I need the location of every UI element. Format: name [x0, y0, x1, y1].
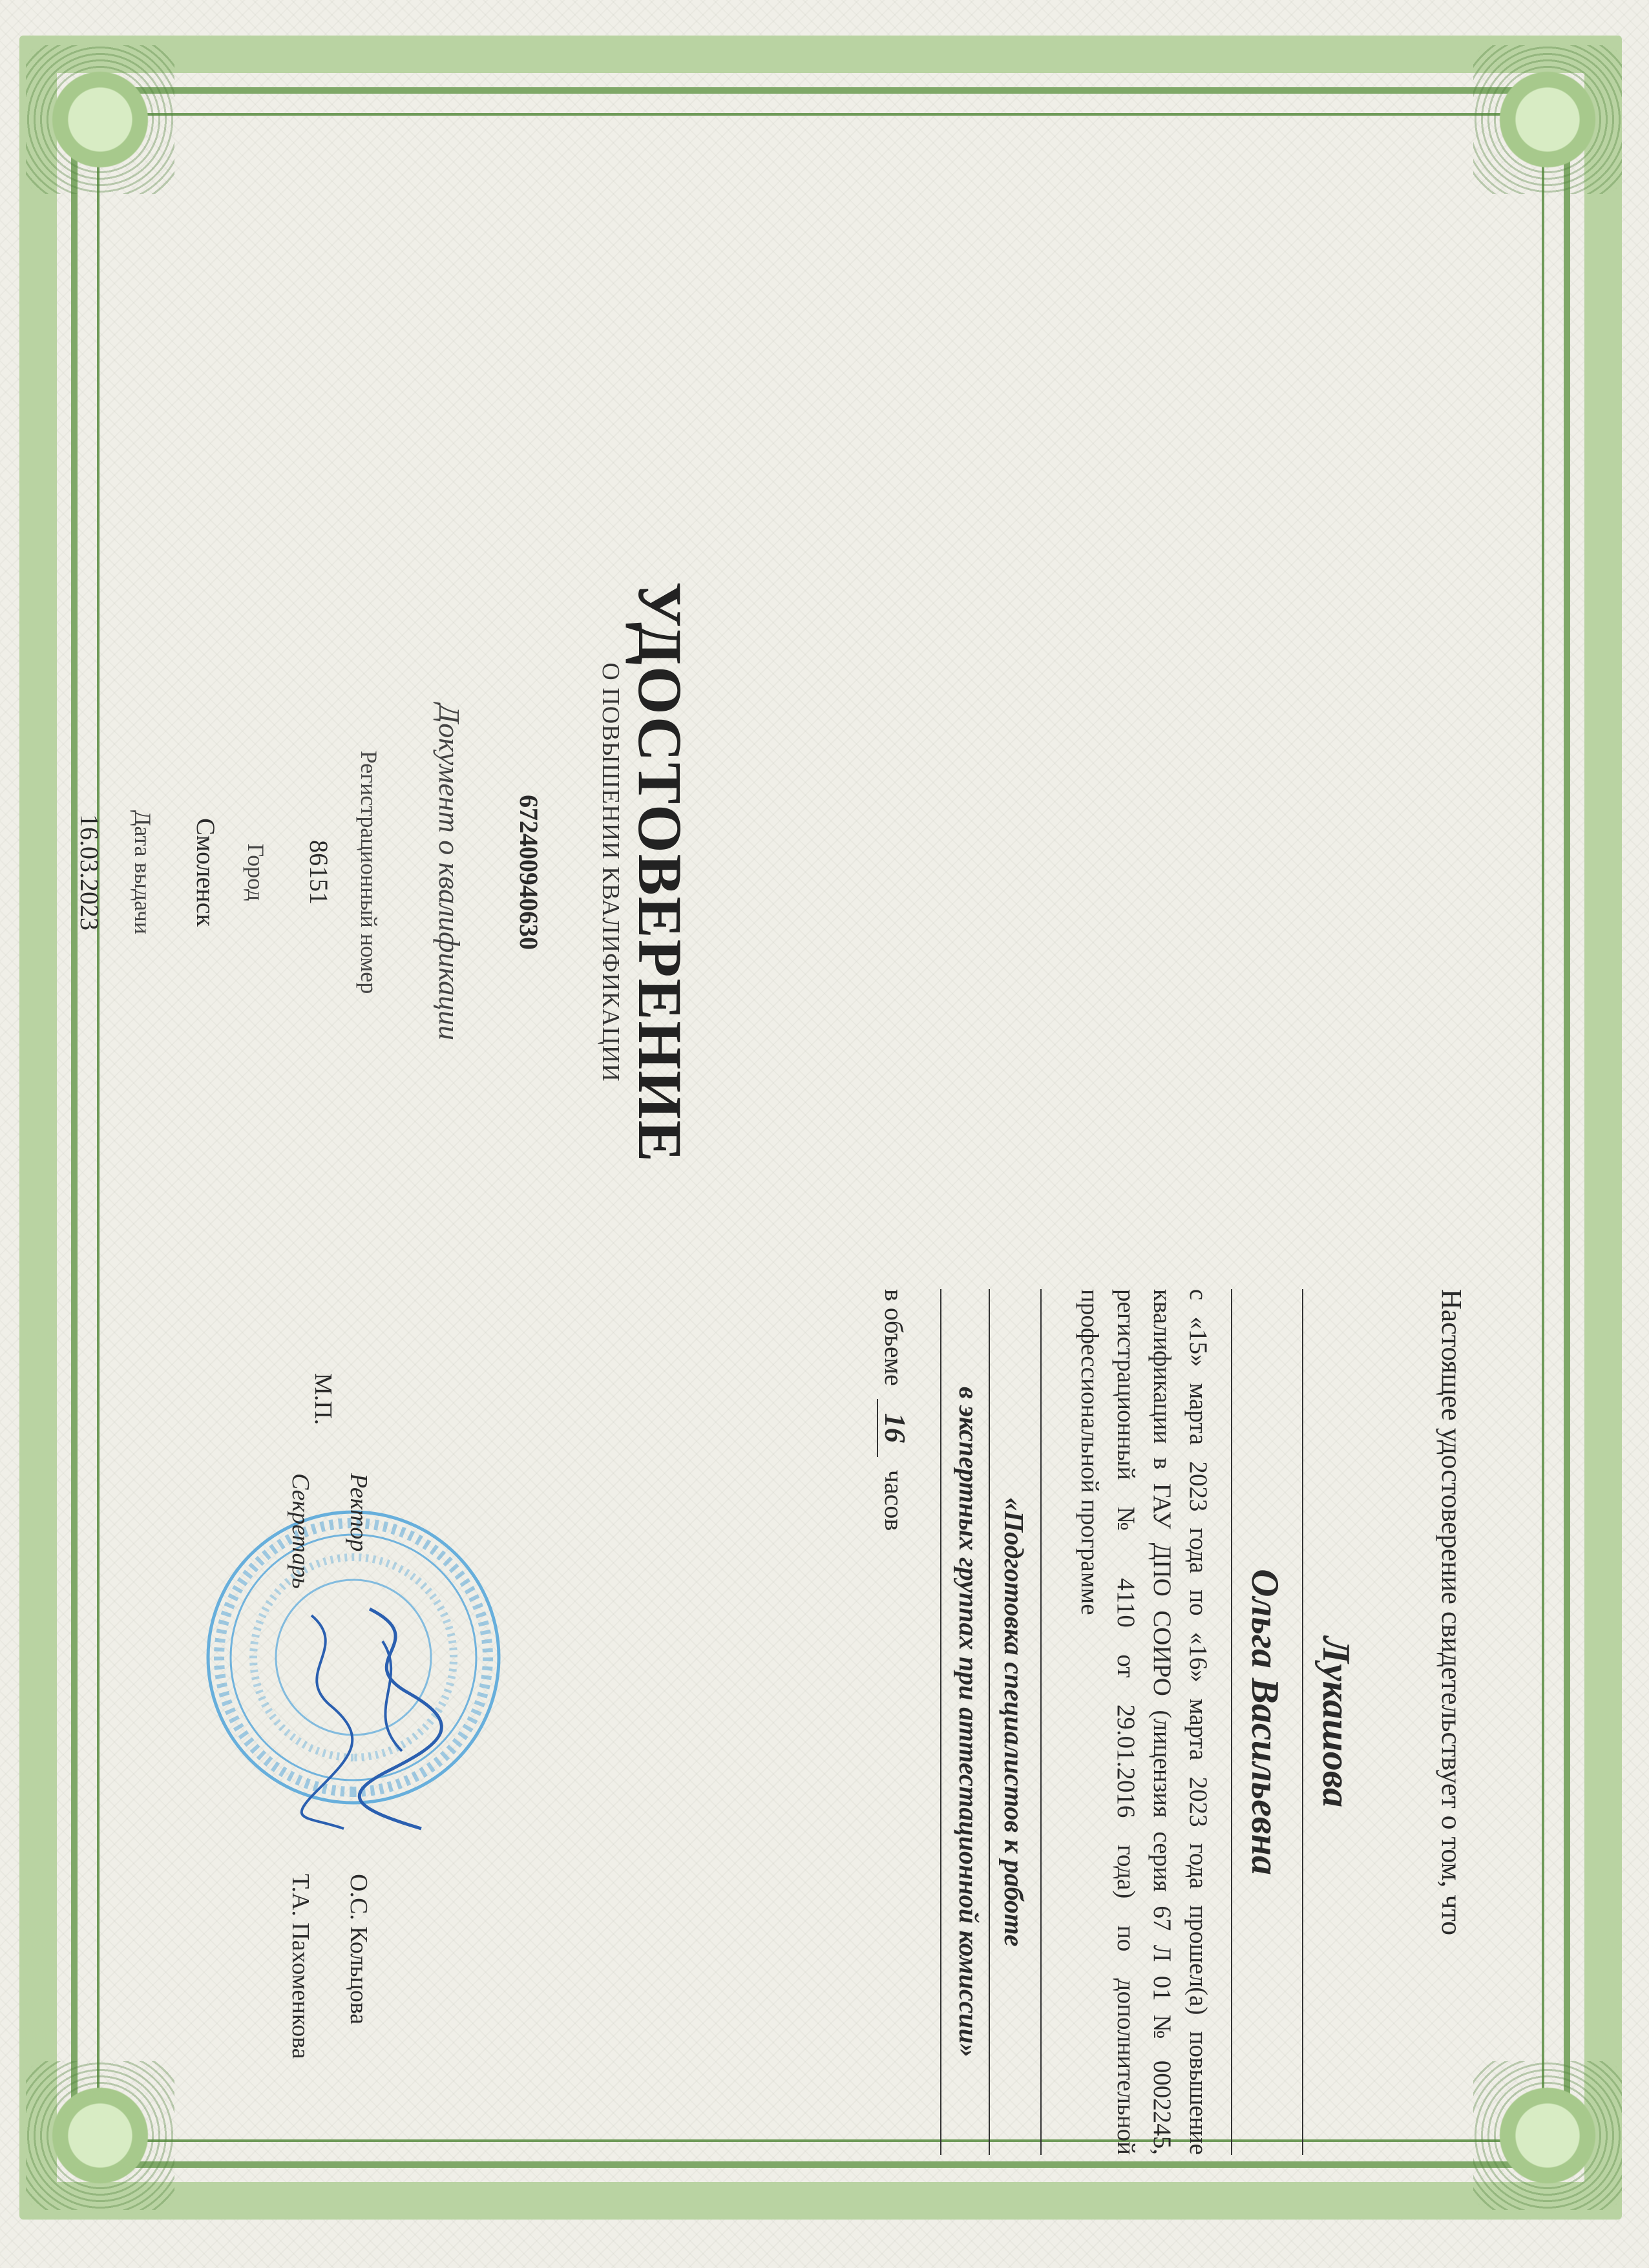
- issue-date-label: Дата выдачи: [130, 810, 156, 935]
- volume-line: [877, 1289, 912, 1531]
- certificate-number: 672400940630: [514, 795, 543, 950]
- training-paragraph: с «15» марта 2023 года по «16» марта 2023 года прошел(а) повышение квалификации в ГАУ ДПО СОИРО (лицензия серия 67 Л 01 № 0002245, регистрационный № 4110 от 29.01.2016 года) по дополнительной профессиональной программе: [1076, 1289, 1212, 2155]
- program-title-line-2: в экспертных группах при аттестационной комиссии»: [953, 1387, 983, 2057]
- seal-place-label: М.П.: [310, 1373, 337, 1425]
- program-title-line-1: «Подготовка специалистов к работе: [998, 1497, 1028, 1947]
- holder-given-names: Ольга Васильевна: [1244, 1569, 1287, 1875]
- rector-label: Ректор: [345, 1473, 372, 1552]
- intro-text: Настоящее удостоверение свидетельствует о том, что: [1436, 1289, 1467, 1936]
- volume-suffix: часов: [879, 1469, 909, 1531]
- registration-number-label: Регистрационный номер: [356, 750, 382, 994]
- divider-line: [1302, 1289, 1303, 2155]
- holder-surname: Лукашова: [1315, 1636, 1358, 1808]
- city: Смоленск: [191, 818, 220, 927]
- divider-line: [1231, 1289, 1232, 2155]
- registration-number: 86151: [304, 840, 333, 905]
- volume-hours: 16: [877, 1399, 912, 1457]
- rector-name: О.С. Кольцова: [345, 1874, 372, 2025]
- city-label: Город: [243, 843, 269, 901]
- divider-line: [940, 1289, 941, 2155]
- secretary-label: Секретарь: [287, 1473, 314, 1589]
- secretary-name: Т.А. Пахоменкова: [287, 1874, 314, 2059]
- divider-line: [1040, 1289, 1042, 2155]
- certificate-title: УДОСТОВЕРЕНИЕ: [625, 582, 695, 1163]
- issue-date: 16.03.2023: [75, 814, 104, 930]
- document-type: Документ о квалификации: [433, 704, 466, 1041]
- secretary-signature-icon: [286, 1602, 363, 1835]
- certificate-subtitle: О ПОВЫШЕНИИ КВАЛИФИКАЦИИ: [597, 662, 624, 1082]
- volume-prefix: в объеме: [879, 1289, 909, 1386]
- divider-line: [989, 1289, 990, 2155]
